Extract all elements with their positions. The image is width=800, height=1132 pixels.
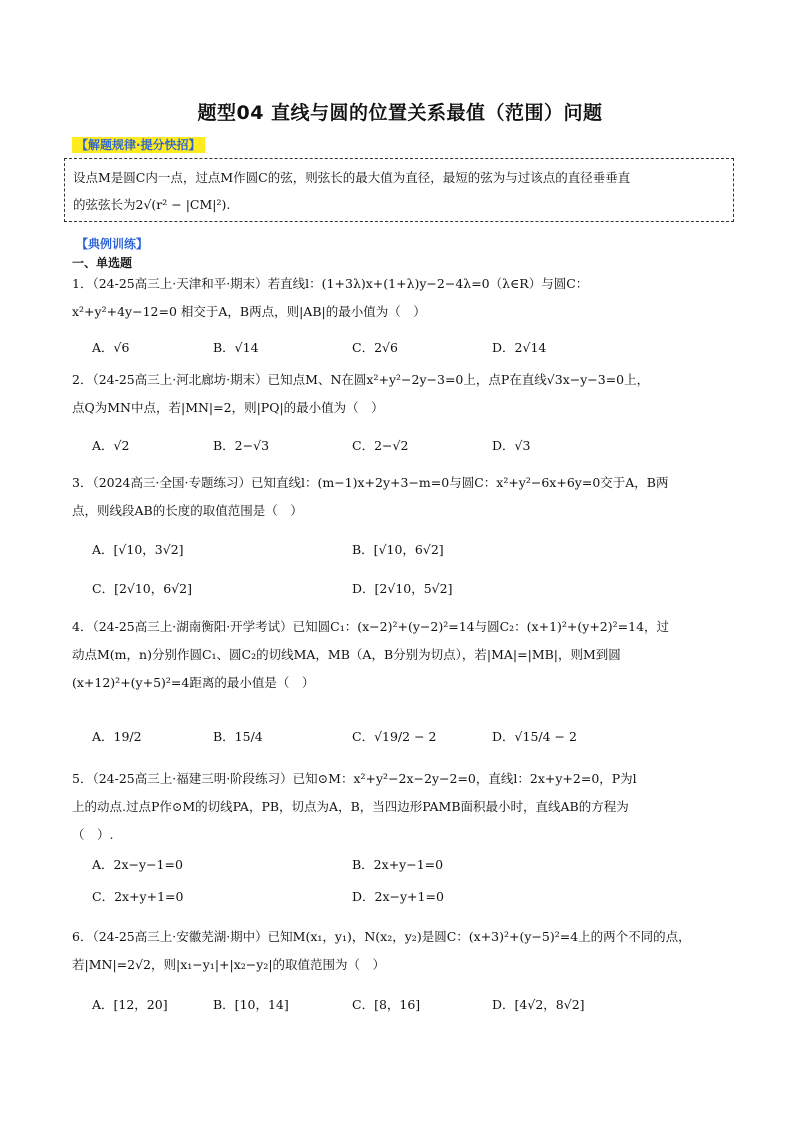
question-text-line: (x+12)²+(y+5)²=4距离的最小值是（ ） bbox=[72, 675, 315, 690]
option-c: C．√19/2 − 2 bbox=[352, 729, 437, 744]
option-b: B．√14 bbox=[213, 340, 259, 355]
option-c: C．2x+y+1=0 bbox=[92, 889, 184, 904]
question-text-line: 点，则线段AB的长度的取值范围是（ ） bbox=[72, 503, 303, 518]
question-5 bbox=[72, 765, 740, 849]
question-2 bbox=[72, 366, 740, 422]
tips-tag: 【解题规律·提分快招】 bbox=[72, 137, 205, 153]
option-d: D．√15/4 − 2 bbox=[492, 729, 577, 744]
question-1 bbox=[72, 270, 740, 326]
page-title: 题型04 直线与圆的位置关系最值（范围）问题 bbox=[197, 102, 603, 124]
option-b: B．2x+y−1=0 bbox=[352, 857, 444, 872]
question-text-line: 1．（24-25高三上·天津和平·期末）若直线l：(1+3λ)x+(1+λ)y−2−4λ=0（λ∈R）与圆C： bbox=[72, 276, 589, 291]
option-a: A．√2 bbox=[92, 438, 130, 453]
option-a: A．19/2 bbox=[92, 729, 142, 744]
tips-box bbox=[64, 158, 734, 222]
question-text-line: 4．（24-25高三上·湖南衡阳·开学考试）已知圆C₁：(x−2)²+(y−2)²=14与圆C₂：(x+1)²+(y+2)²=14，过 bbox=[72, 619, 670, 634]
question-4 bbox=[72, 613, 740, 697]
tips-line-1: 设点M是圆C内一点，过点M作圆C的弦，则弦长的最大值为直径，最短的弦为与过该点的直径垂垂直 bbox=[73, 170, 631, 185]
option-d: D．[4√2，8√2] bbox=[492, 997, 585, 1012]
option-d: D．[2√10，5√2] bbox=[352, 581, 453, 596]
option-b: B．15/4 bbox=[213, 729, 263, 744]
option-d: D．√3 bbox=[492, 438, 531, 453]
option-b: B．[√10，6√2] bbox=[352, 542, 444, 557]
option-a: A．√6 bbox=[92, 340, 130, 355]
question-text-line: 5．（24-25高三上·福建三明·阶段练习）已知⊙M：x²+y²−2x−2y−2=0，直线l：2x+y+2=0，P为l bbox=[72, 771, 637, 786]
option-b: B．[10，14] bbox=[213, 997, 289, 1012]
option-a: A．[√10，3√2] bbox=[92, 542, 184, 557]
section-label: 一、单选题 bbox=[72, 256, 133, 270]
question-text-line: 3．（2024高三·全国·专题练习）已知直线l：(m−1)x+2y+3−m=0与圆C：x²+y²−6x+6y=0交于A，B两 bbox=[72, 475, 669, 490]
question-text-line: x²+y²+4y−12=0 相交于A，B两点，则|AB|的最小值为（ ） bbox=[72, 304, 426, 319]
option-b: B．2−√3 bbox=[213, 438, 270, 453]
question-text-line: 动点M(m，n)分别作圆C₁、圆C₂的切线MA，MB（A，B分别为切点），若|MA|=|MB|，则M到圆 bbox=[72, 647, 621, 662]
tips-line-2: 的弦弦长为2√(r² − |CM|²). bbox=[73, 197, 231, 212]
option-a: A．2x−y−1=0 bbox=[92, 857, 183, 872]
question-text-line: 点Q为MN中点，若|MN|=2，则|PQ|的最小值为（ ） bbox=[72, 400, 384, 415]
question-text-line: 若|MN|=2√2，则|x₁−y₁|+|x₂−y₂|的取值范围为（ ） bbox=[72, 957, 386, 972]
option-c: C．[8，16] bbox=[352, 997, 421, 1012]
option-c: C．2√6 bbox=[352, 340, 398, 355]
question-text-line: （ ）. bbox=[72, 827, 114, 842]
option-c: C．2−√2 bbox=[352, 438, 409, 453]
option-a: A．[12，20] bbox=[92, 997, 168, 1012]
question-text-line: 6．（24-25高三上·安徽芜湖·期中）已知M(x₁，y₁)，N(x₂，y₂)是圆C：(x+3)²+(y−5)²=4上的两个不同的点， bbox=[72, 929, 691, 944]
examples-tag: 【典例训练】 bbox=[72, 236, 152, 252]
question-text-line: 2．（24-25高三上·河北廊坊·期末）已知点M、N在圆x²+y²−2y−3=0上，点P在直线√3x−y−3=0上， bbox=[72, 372, 650, 387]
option-d: D．2x−y+1=0 bbox=[352, 889, 444, 904]
option-d: D．2√14 bbox=[492, 340, 547, 355]
option-c: C．[2√10，6√2] bbox=[92, 581, 193, 596]
question-3 bbox=[72, 469, 740, 525]
question-text-line: 上的动点.过点P作⊙M的切线PA，PB，切点为A，B，当四边形PAMB面积最小时，直线AB的方程为 bbox=[72, 799, 629, 814]
question-6 bbox=[72, 923, 740, 979]
